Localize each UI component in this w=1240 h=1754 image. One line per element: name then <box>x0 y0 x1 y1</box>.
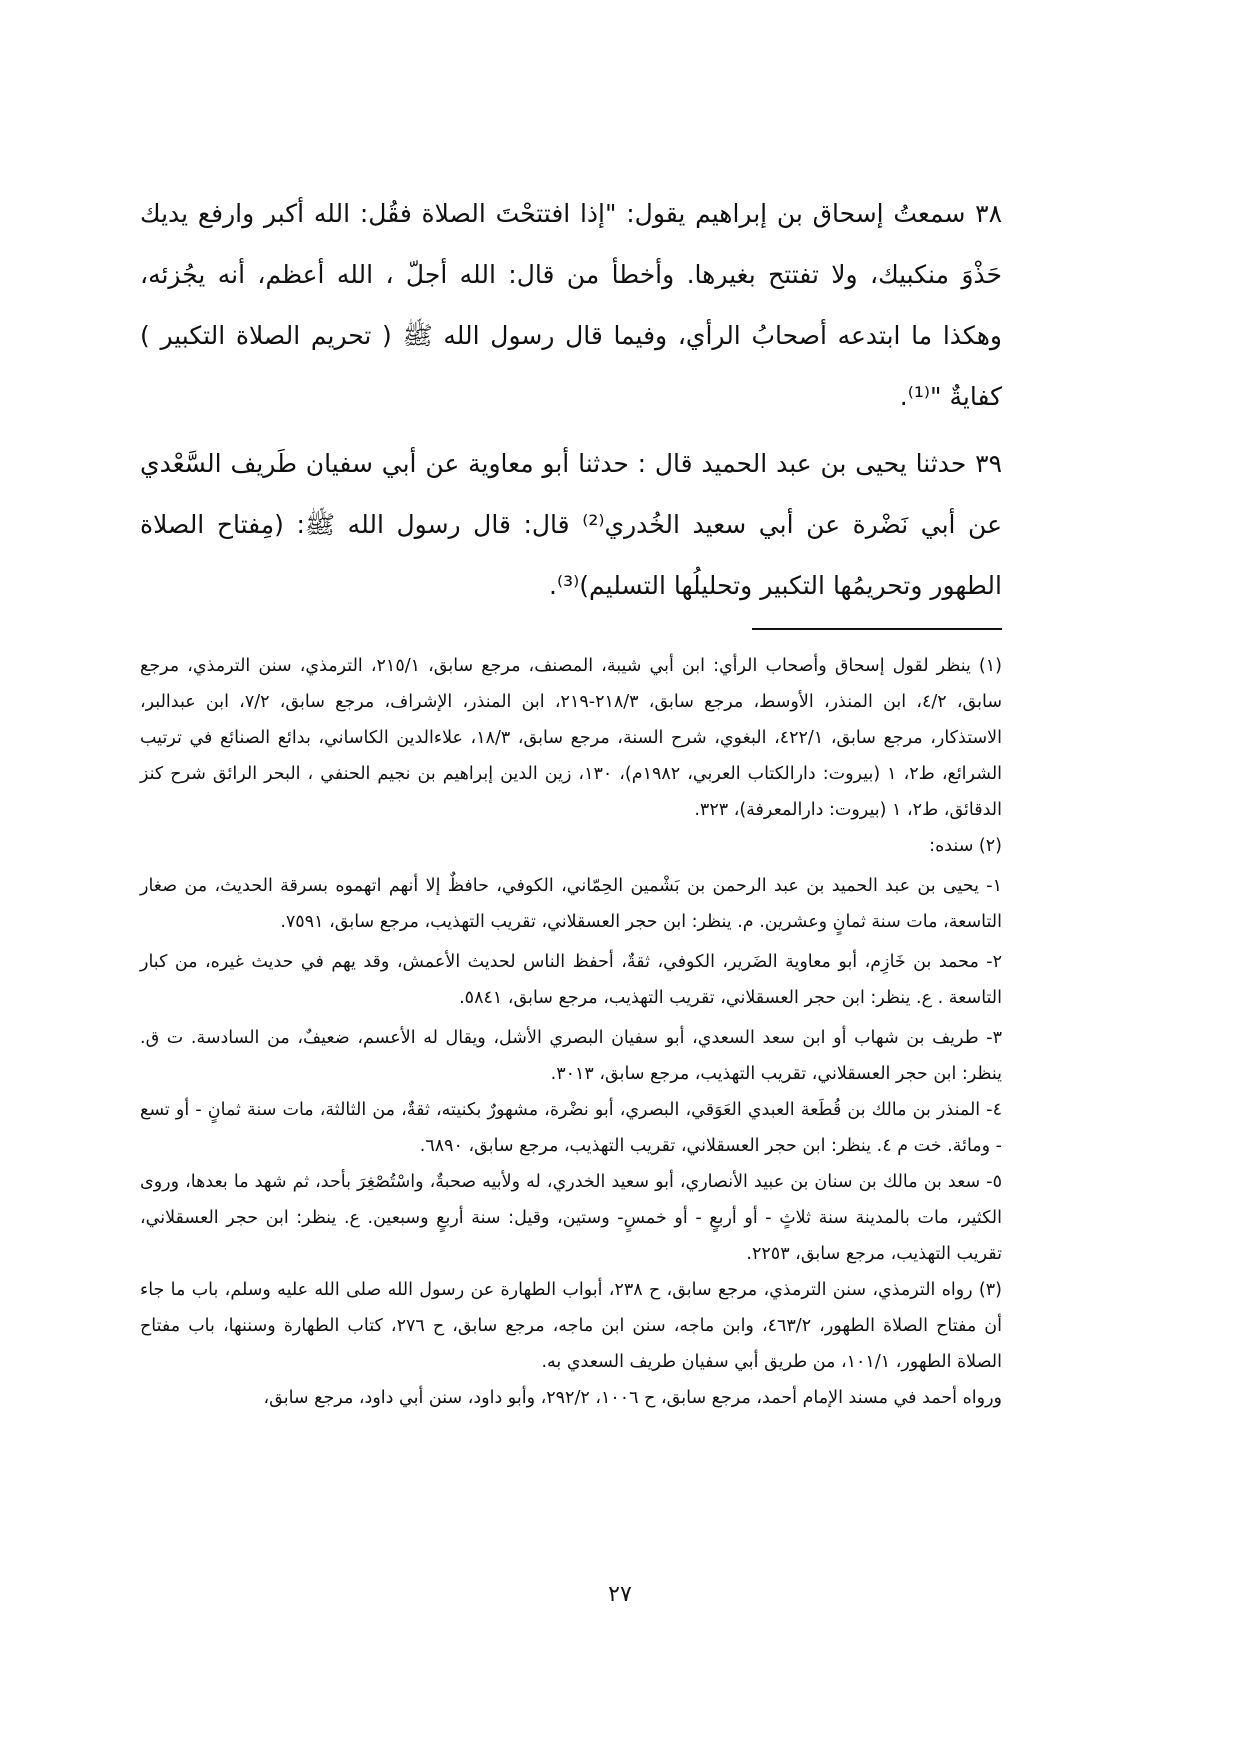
paragraph-39: ٣٩ حدثنا يحيى بن عبد الحميد قال : حدثنا أبو معاوية عن أبي سفيان طَريف السَّعْدي عن أبي نَضْرة عن أبي سعيد الخُدري⁽²⁾ قال: قال رسول الله ﷺ: (مِفتاح الصلاة الطهور وتحريمُها التكبير وتحليلُها التسليم)⁽³⁾. <box>140 449 1002 600</box>
footnote-1: (١) ينظر لقول إسحاق وأصحاب الرأي: ابن أبي شيبة، المصنف، مرجع سابق، ٢١٥/١، الترمذي، سنن الترمذي، مرجع سابق، ٤/٢، ابن المنذر، الأوسط، مرجع سابق، ٢١٨/٣-٢١٩، ابن المنذر، الإشراف، مرجع سابق، ٧/٢، ابن عبدالبر، الاستذكار، مرجع سابق، ٤٢٢/١، البغوي، شرح السنة، مرجع سابق، ١٨/٣، علاءالدين الكاساني، بدائع الصنائع في ترتيب الشرائع، ط٢، ١ (بيروت: دارالكتاب العربي، ١٩٨٢م)، ١٣٠، زين الدين إبراهيم بن نجيم الحنفي ، البحر الرائق شرح كنز الدقائق، ط٢، ١ (بيروت: دارالمعرفة)، ٣٢٣. <box>140 656 1003 820</box>
footnote-3-continued: ورواه أحمد في مسند الإمام أحمد، مرجع سابق، ح ١٠٠٦، ٢٩٢/٢، وأبو داود، سنن أبي داود، مرجع سابق، <box>263 1388 1002 1408</box>
footnote-2-item-2: ٢- محمد بن خَازِم، أبو معاوية الضَرير، الكوفي، ثقةٌ، أحفظ الناس لحديث الأعمش، وقد يهم في حديث غيره، من كبار التاسعة . ع. ينظر: ابن حجر العسقلاني، تقريب التهذيب، مرجع سابق، ٥٨٤١. <box>140 952 1002 1008</box>
footnote-2-item-5: ٥- سعد بن مالك بن سنان بن عبيد الأنصاري، أبو سعيد الخدري، له ولأبيه صحبةٌ، واسْتُصْغِرَ بأحد، ثم شهد ما بعدها، وروى الكثير، مات بالمدينة سنة ثلاثٍ - أو أربعٍ - أو خمسٍ- وستين، وقيل: سنة أربعٍ وسبعين. ع. ينظر: ابن حجر العسقلاني، تقريب التهذيب، مرجع سابق، ٢٢٥٣. <box>140 1172 1002 1264</box>
footnote-3: (٣) رواه الترمذي، سنن الترمذي، مرجع سابق، ح ٢٣٨، أبواب الطهارة عن رسول الله صلى الله عليه وسلم، باب ما جاء أن مفتاح الصلاة الطهور، ٤٦٣/٢، وابن ماجه، سنن ابن ماجه، مرجع سابق، ح ٢٧٦، كتاب الطهارة وسننها، باب مفتاح الصلاة الطهور، ١٠١/١، من طريق أبي سفيان طريف السعدي به. <box>140 1280 1003 1372</box>
footnote-separator <box>752 628 1002 630</box>
footnote-2-item-3: ٣- طريف بن شهاب أو ابن سعد السعدي، أبو سفيان البصري الأشل، ويقال له الأعسم، ضعيفٌ، من السادسة. ت ق. ينظر: ابن حجر العسقلاني، تقريب التهذيب، مرجع سابق، ٣٠١٣. <box>140 1028 1002 1084</box>
footnotes <box>140 648 1002 1416</box>
main-text <box>140 183 1002 622</box>
footnote-2-heading: (٢) سنده: <box>929 836 1002 856</box>
footnote-2-item-1: ١- يحيى بن عبد الحميد بن عبد الرحمن بن بَشْمين الحِمّاني، الكوفي، حافظٌ إلا أنهم اتهموه بسرقة الحديث، من صغار التاسعة، مات سنة ثمانٍ وعشرين. م. ينظر: ابن حجر العسقلاني، تقريب التهذيب، مرجع سابق، ٧٥٩١. <box>140 876 1002 932</box>
footnote-2-item-4: ٤- المنذر بن مالك بن قُطَعة العبدي العَوَقي، البصري، أبو نضْرة، مشهورٌ بكنيته، ثقةٌ، من الثالثة، مات سنة ثمانٍ - أو تسع - ومائة. خت م ٤. ينظر: ابن حجر العسقلاني، تقريب التهذيب، مرجع سابق، ٦٨٩٠. <box>140 1100 1002 1156</box>
page-number: ٢٧ <box>608 1582 632 1607</box>
paragraph-38: ٣٨ سمعتُ إسحاق بن إبراهيم يقول: "إذا افتتحْتَ الصلاة فقُل: الله أكبر وارفع يديك حَذْوَ منكبيك، ولا تفتتح بغيرها. وأخطأ من قال: الله أجلّ ، الله أعظم، أنه يجُزئه، وهكذا ما ابتدعه أصحابُ الرأي، وفيما قال رسول الله ﷺ ( تحريم الصلاة التكبير ) كفايةٌ "⁽¹⁾. <box>140 199 1002 411</box>
